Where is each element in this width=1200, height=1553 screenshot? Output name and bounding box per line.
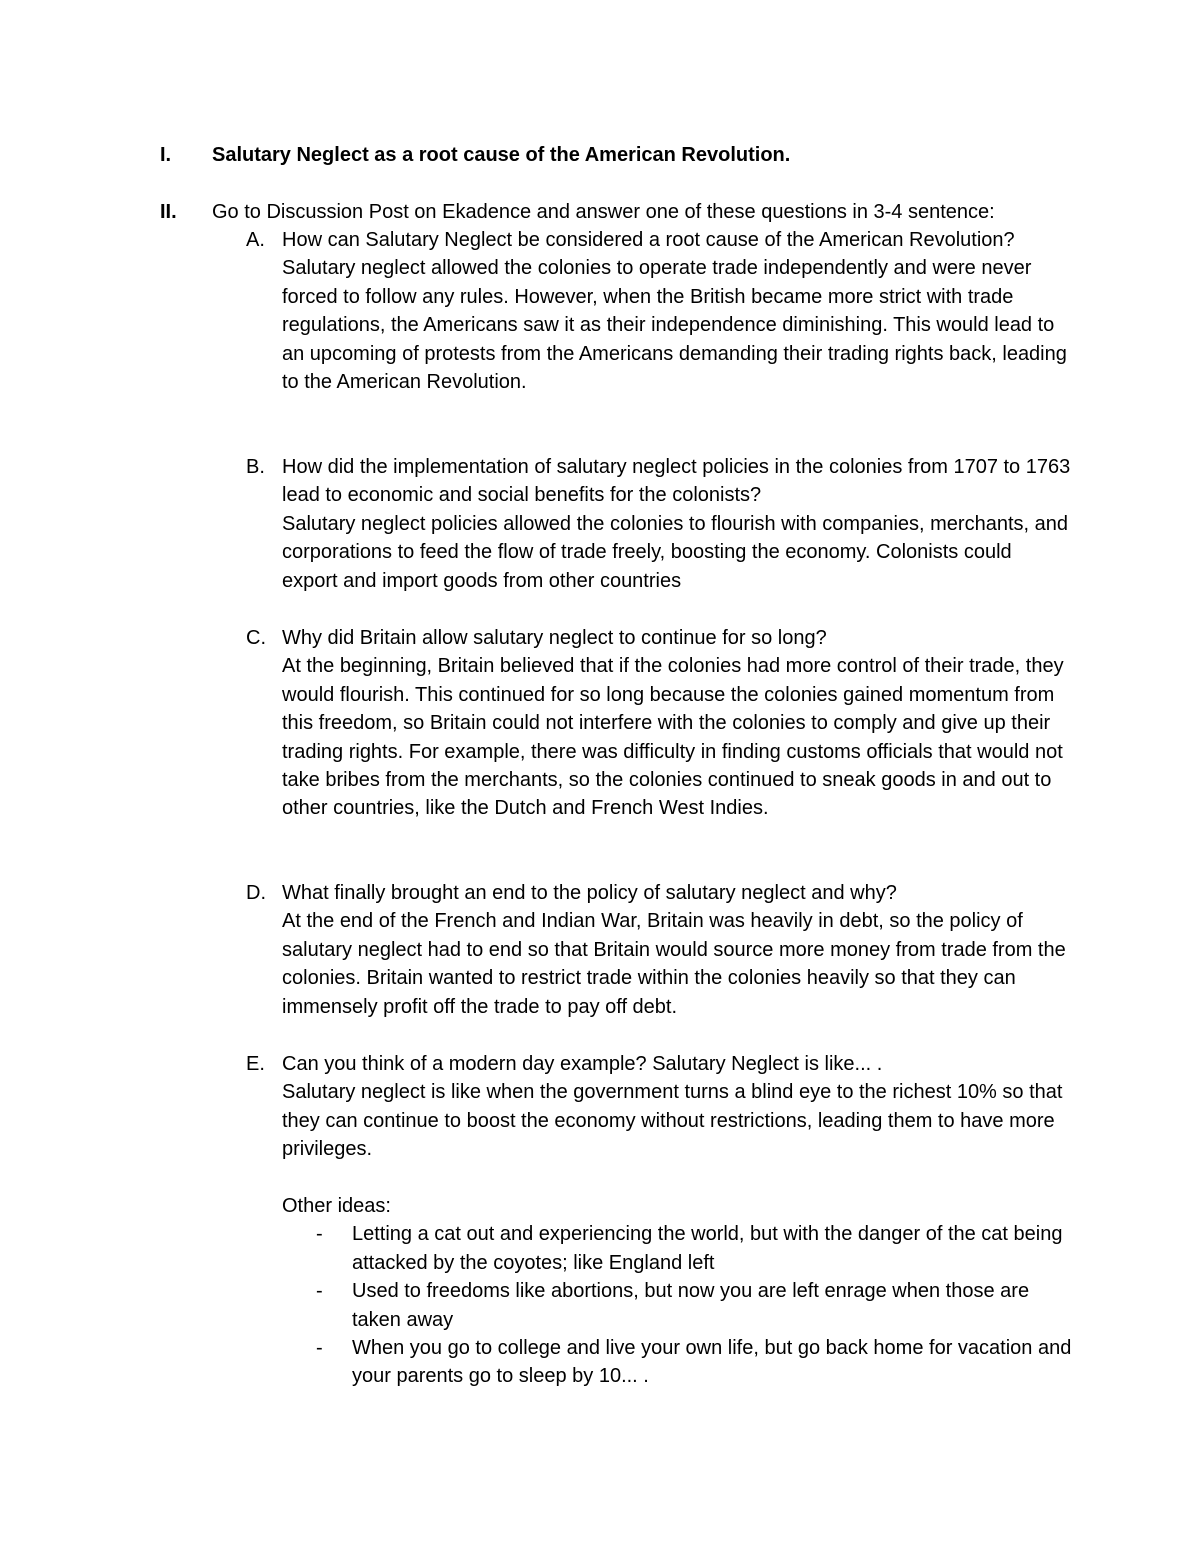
list-item-letter: A.: [246, 229, 265, 251]
list-item-letter: D.: [246, 882, 266, 904]
section-2-numeral: II.: [160, 201, 177, 223]
question-text: Can you think of a modern day example? Salutary Neglect is like... .: [282, 1053, 883, 1075]
question-text: What finally brought an end to the policy of salutary neglect and why?: [282, 882, 897, 904]
question-text: How can Salutary Neglect be considered a root cause of the American Revolution?: [282, 229, 1015, 251]
question-text: Why did Britain allow salutary neglect to continue for so long?: [282, 627, 827, 649]
answer-text: Salutary neglect policies allowed the colonies to flourish with companies, merchants, and corporations to feed the flow of trade freely, boosting the economy. Colonists could export and import goods from other countries: [282, 512, 1068, 592]
section-1-title: Salutary Neglect as a root cause of the American Revolution.: [212, 144, 791, 166]
list-item-letter: B.: [246, 456, 265, 478]
bullet-text: Used to freedoms like abortions, but now you are left enrage when those are taken away: [352, 1280, 1030, 1331]
other-ideas: [282, 1192, 1072, 1391]
bullet-dash: -: [316, 1337, 323, 1360]
answer-text: Salutary neglect allowed the colonies to operate trade independently and were never forced to follow any rules. However, when the British became more strict with trade regulations, the Americans saw it as their independence diminishing. This would lead to an upcoming of protests from the Americans demanding their trading rights back, leading to the American Revolution.: [282, 257, 1067, 394]
bullet-item: [282, 1277, 1072, 1334]
bullet-dash: -: [316, 1223, 323, 1246]
section-1-numeral: I.: [160, 144, 172, 166]
answer-text: At the beginning, Britain believed that if the colonies had more control of their trade, they would flourish. This continued for so long because the colonies gained momentum from this freedom, so Britain could not interfere with the colonies to comply and give up their trading rights. For example, there was difficulty in finding customs officials that would not take bribes from the merchants, so the colonies continued to sneak goods in and out to other countries, like the Dutch and French West Indies.: [282, 655, 1064, 820]
bullet-item: [282, 1220, 1072, 1277]
answer-text: At the end of the French and Indian War, Britain was heavily in debt, so the policy of salutary neglect had to end so that Britain would source more money from trade from the colonies. Britain wanted to restrict trade within the colonies heavily so that they can immensely profit off the trade to pay off debt.: [282, 910, 1066, 1018]
list-item-letter: C.: [246, 627, 266, 649]
bullet-text: Letting a cat out and experiencing the world, but with the danger of the cat being attacked by the coyotes; like England left: [352, 1223, 1063, 1274]
bullet-item: [282, 1334, 1072, 1391]
bullet-text: When you go to college and live your own life, but go back home for vacation and your parents go to sleep by 10... .: [352, 1337, 1072, 1388]
question-text: How did the implementation of salutary neglect policies in the colonies from 1707 to 1763 lead to economic and social benefits for the colonists?: [282, 456, 1071, 507]
other-ideas-heading: Other ideas:: [282, 1195, 391, 1217]
section-2-text: Go to Discussion Post on Ekadence and answer one of these questions in 3-4 sentence:: [212, 201, 995, 223]
answer-text: Salutary neglect is like when the government turns a blind eye to the richest 10% so that they can continue to boost the economy without restrictions, leading them to have more privileges.: [282, 1081, 1063, 1161]
bullet-dash: -: [316, 1280, 323, 1303]
list-item-letter: E.: [246, 1053, 265, 1075]
